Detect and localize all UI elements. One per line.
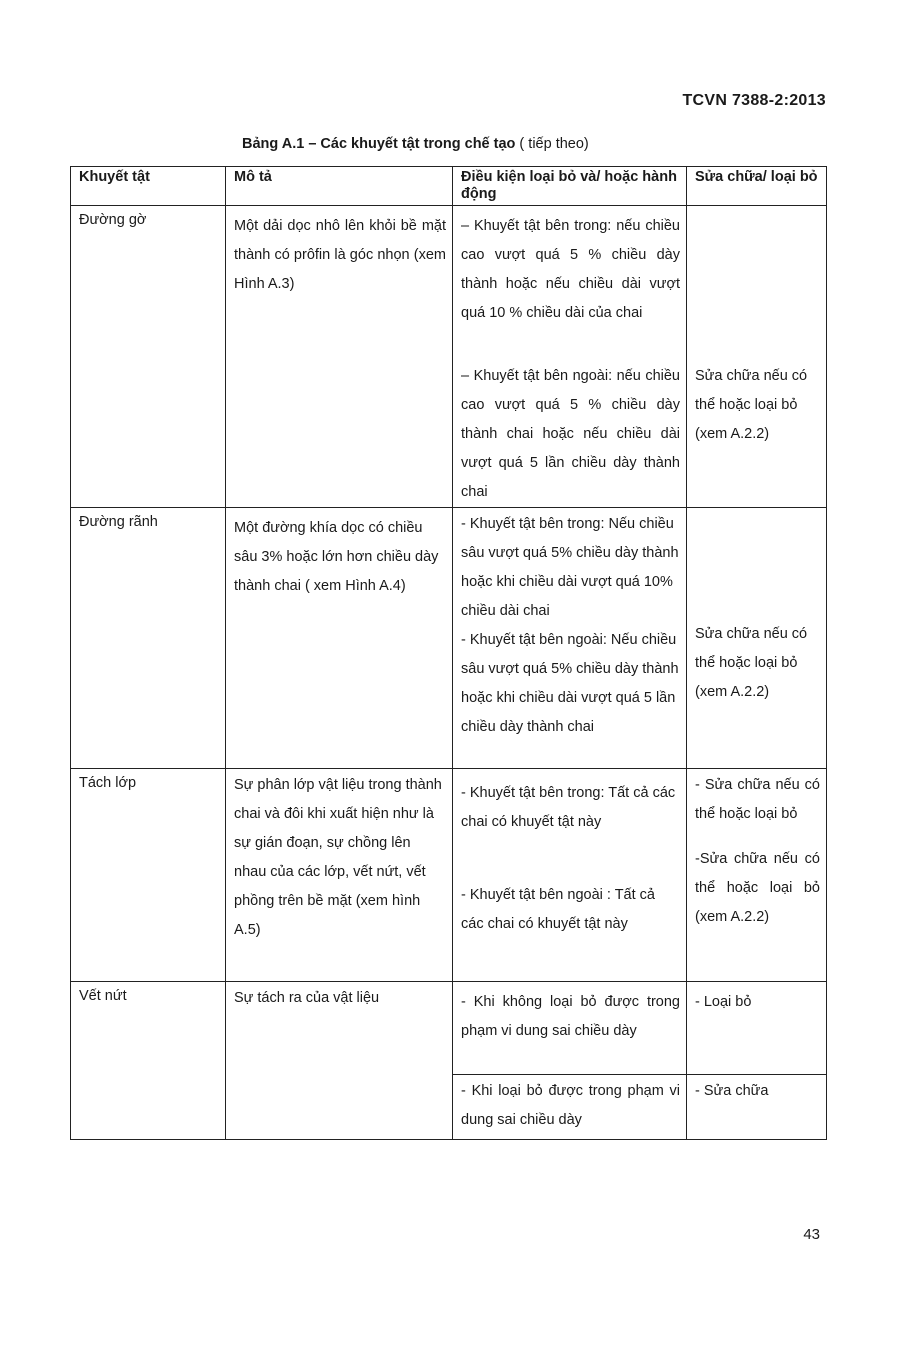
condition-text: - Khi không loại bỏ được trong phạm vi dung sai chiều dày	[461, 994, 680, 1039]
table-row	[71, 982, 827, 1075]
header-defect: Khuyết tật	[71, 167, 226, 206]
repair-text: - Sửa chữa nếu có thể hoặc loại bỏ	[695, 777, 820, 822]
repair-cell	[687, 508, 827, 769]
condition-cell	[453, 982, 687, 1075]
description-text: Sự phân lớp vật liệu trong thành chai và đôi khi xuất hiện như là sự gián đoạn, sự chồng lên nhau của các lớp, vết nứt, vết phồng trên bề mặt (xem hình A.5)	[234, 777, 442, 938]
table-row	[71, 769, 827, 982]
defects-table	[70, 166, 827, 1140]
condition-text: - Khuyết tật bên trong: Nếu chiều sâu vượt quá 5% chiều dày thành hoặc khi chiều dài vượt quá 10% chiều dài chai	[461, 516, 679, 619]
repair-text: Sửa chữa nếu có thể hoặc loại bỏ (xem A.2.2)	[695, 626, 808, 700]
header-description: Mô tả	[226, 167, 453, 206]
condition-text: – Khuyết tật bên trong: nếu chiều cao vượt quá 5 % chiều dày thành hoặc nếu chiều dài vượt quá 10 % chiều dài của chai	[461, 218, 680, 321]
condition-cell	[453, 769, 687, 982]
defect-name: Đường rãnh	[71, 508, 226, 769]
repair-cell	[687, 356, 827, 508]
repair-text: -Sửa chữa nếu có thể hoặc loại bỏ (xem A.2.2)	[695, 851, 820, 925]
page-number: 43	[803, 1226, 820, 1243]
description-cell	[226, 769, 453, 982]
description-cell	[226, 982, 453, 1140]
repair-cell	[687, 769, 827, 982]
caption-suffix: ( tiếp theo)	[515, 136, 589, 152]
description-text: Một đường khía dọc có chiều sâu 3% hoặc lớn hơn chiều dày thành chai ( xem Hình A.4)	[234, 520, 439, 594]
condition-cell	[453, 356, 687, 508]
condition-text: - Khi loại bỏ được trong phạm vi dung sai chiều dày	[461, 1083, 680, 1128]
defect-name: Tách lớp	[71, 769, 226, 982]
condition-cell	[453, 1075, 687, 1140]
defect-name: Vết nứt	[71, 982, 226, 1140]
repair-text	[687, 206, 826, 212]
condition-cell	[453, 508, 687, 769]
repair-text: - Loại bỏ	[695, 994, 752, 1010]
condition-text: – Khuyết tật bên ngoài: nếu chiều cao vượt quá 5 % chiều dày thành chai hoặc nếu chiều dài vượt quá 5 lần chiều dày thành chai	[461, 368, 680, 500]
table-caption	[242, 136, 589, 152]
description-text: Sự tách ra của vật liệu	[234, 990, 380, 1006]
repair-text: Sửa chữa nếu có thể hoặc loại bỏ (xem A.2.2)	[695, 368, 808, 442]
defect-name: Đường gờ	[71, 206, 226, 508]
description-cell	[226, 206, 453, 508]
table-row	[71, 508, 827, 769]
table-header-row	[71, 167, 827, 206]
repair-cell	[687, 1075, 827, 1140]
condition-text: - Khuyết tật bên trong: Tất cả các chai có khuyết tật này	[461, 785, 676, 830]
repair-text: - Sửa chữa	[695, 1083, 769, 1099]
condition-cell	[453, 206, 687, 357]
header-repair: Sửa chữa/ loại bỏ	[687, 167, 827, 206]
caption-title: Bảng A.1 – Các khuyết tật trong chế tạo	[242, 136, 516, 152]
condition-text: - Khuyết tật bên ngoài : Tất cả các chai có khuyết tật này	[461, 887, 655, 932]
repair-cell	[687, 206, 827, 357]
standard-code: TCVN 7388-2:2013	[682, 92, 826, 109]
description-cell	[226, 508, 453, 769]
condition-text: - Khuyết tật bên ngoài: Nếu chiều sâu vượt quá 5% chiều dày thành hoặc khi chiều dài vượt quá 5 lần chiều dày thành chai	[461, 632, 679, 735]
table-row	[71, 206, 827, 357]
header-condition: Điều kiện loại bỏ và/ hoặc hành động	[453, 167, 687, 206]
repair-cell	[687, 982, 827, 1075]
description-text: Một dải dọc nhô lên khỏi bề mặt thành có prôfin là góc nhọn (xem Hình A.3)	[234, 218, 446, 292]
